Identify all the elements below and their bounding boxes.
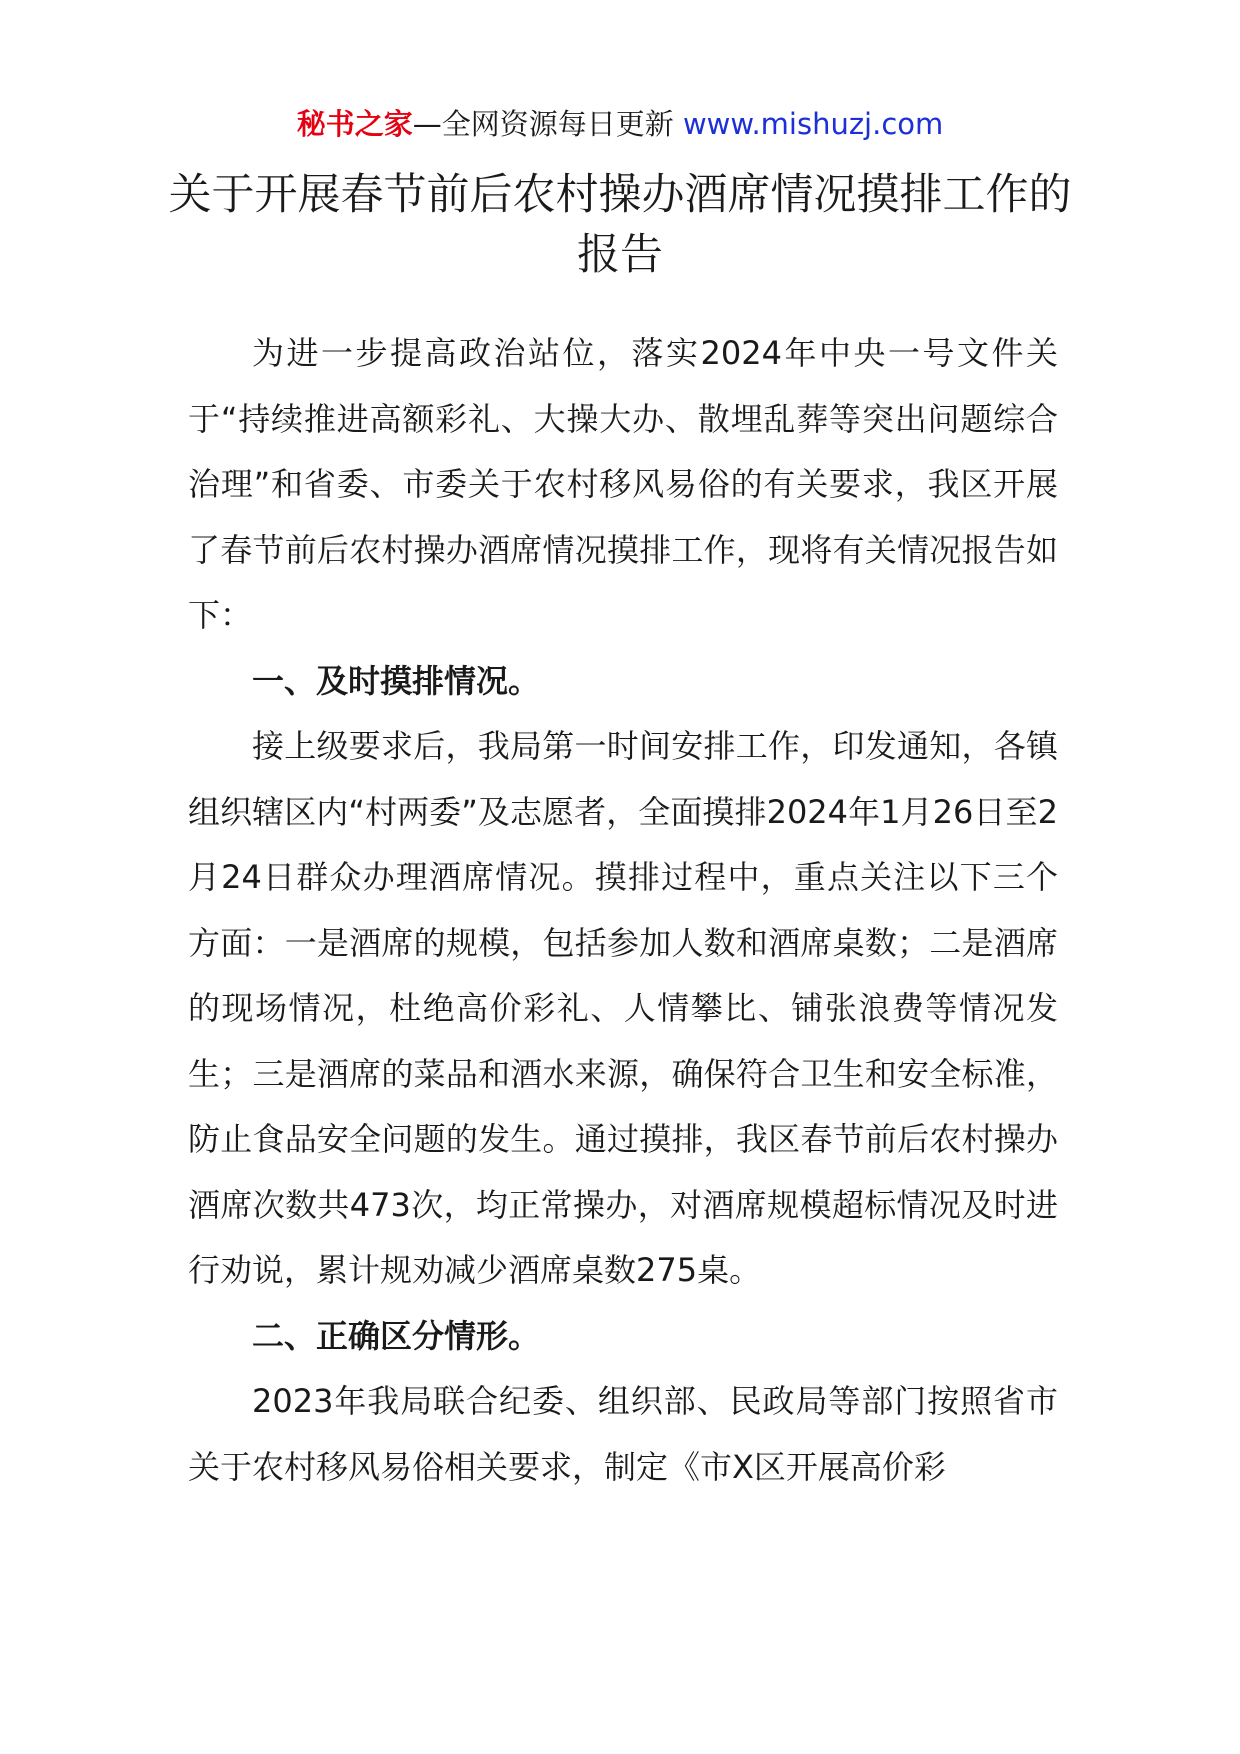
section-2-heading: 二、正确区分情形。: [252, 1316, 541, 1355]
section-1-heading: 一、及时摸排情况。: [252, 661, 541, 700]
watermark-text: —全网资源每日更新: [412, 107, 683, 141]
watermark-banner: [0, 104, 1240, 144]
document-title: 关于开展春节前后农村操办酒席情况摸排工作的报告: [168, 170, 1072, 280]
watermark-brand: 秘书之家: [296, 107, 413, 141]
watermark-url[interactable]: www.mishuzj.com: [682, 107, 944, 141]
section-1-paragraph: 接上级要求后，我局第一时间安排工作，印发通知，各镇组织辖区内“村两委”及志愿者，全面摸排2024年1月26日至2月24日群众办理酒席情况。摸排过程中，重点关注以下三个方面：一是酒席的规模，包括参加人数和酒席桌数；二是酒席的现场情况，杜绝高价彩礼、人情攀比、铺张浪费等情况发生；三是酒席的菜品和酒水来源，确保符合卫生和安全标准，防止食品安全问题的发生。通过摸排，我区春节前后农村操办酒席次数共473次，均正常操办，对酒席规模超标情况及时进行劝说，累计规劝减少酒席桌数275桌。: [188, 727, 1058, 1289]
intro-paragraph: 为进一步提高政治站位，落实2024年中央一号文件关于“持续推进高额彩礼、大操大办、散埋乱葬等突出问题综合治理”和省委、市委关于农村移风易俗的有关要求，我区开展了春节前后农村操办酒席情况摸排工作，现将有关情况报告如下：: [188, 334, 1058, 634]
document-body: [188, 321, 1058, 1500]
section-2-paragraph: 2023年我局联合纪委、组织部、民政局等部门按照省市关于农村移风易俗相关要求，制定《市X区开展高价彩: [188, 1382, 1058, 1486]
